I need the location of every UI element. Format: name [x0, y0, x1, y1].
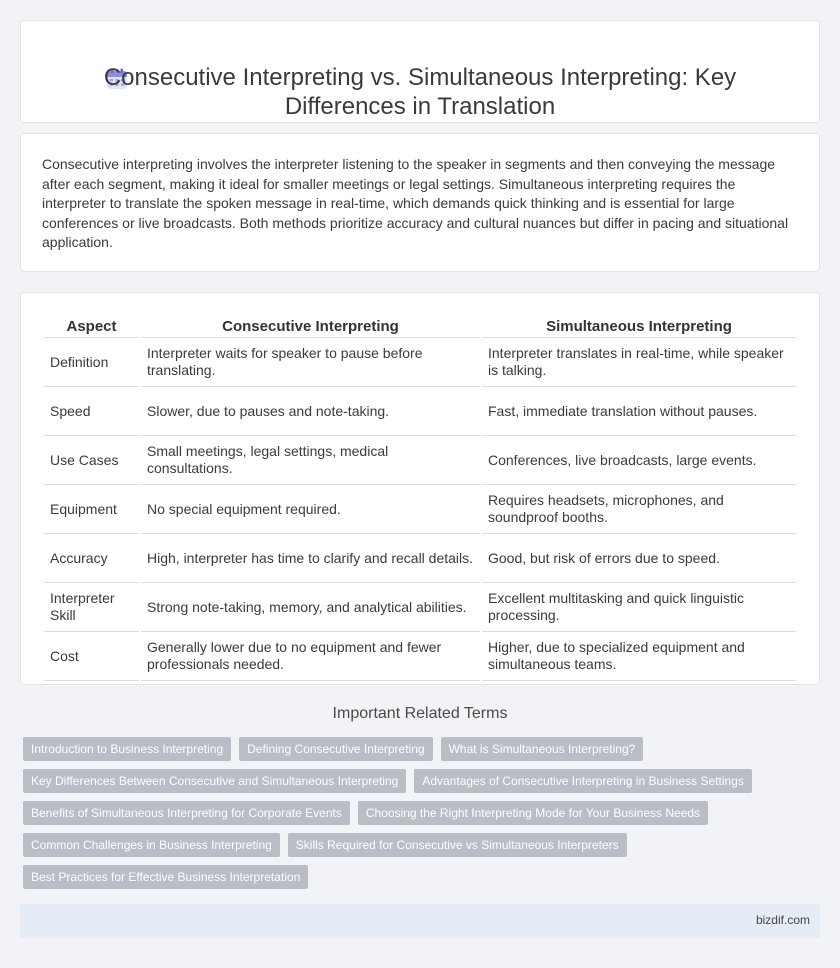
aspect-cell: Interpreter Skill: [44, 583, 139, 632]
aspect-cell: Use Cases: [44, 436, 139, 485]
related-term-link[interactable]: Introduction to Business Interpreting: [23, 737, 231, 761]
header-aspect: Aspect: [44, 314, 139, 338]
table-row: [44, 583, 796, 632]
table-row: [44, 632, 796, 681]
simultaneous-cell: Fast, immediate translation without pauses.: [482, 387, 796, 436]
footer: [20, 904, 820, 938]
site-name[interactable]: bizdif.com: [755, 913, 810, 927]
simultaneous-cell: Higher, due to specialized equipment and simultaneous teams.: [482, 632, 796, 681]
consecutive-cell: Small meetings, legal settings, medical consultations.: [141, 436, 480, 485]
related-terms-list: [23, 737, 783, 889]
related-term-link[interactable]: Advantages of Consecutive Interpreting in Business Settings: [414, 769, 752, 793]
table-row: [44, 387, 796, 436]
intro-paragraph: Consecutive interpreting involves the interpreter listening to the speaker in segments and then conveying the message after each segment, making it ideal for smaller meetings or legal settings. Simultaneous interpreting requires the interpreter to translate the spoken message in real-time, which demands quick thinking and is essential for large conferences or live broadcasts. Both methods prioritize accuracy and cultural nuances but differ in pacing and situational application.: [42, 156, 789, 250]
aspect-cell: Equipment: [44, 485, 139, 534]
title-card: [20, 20, 820, 123]
related-term-link[interactable]: Best Practices for Effective Business Interpretation: [23, 865, 308, 889]
consecutive-cell: Generally lower due to no equipment and fewer professionals needed.: [141, 632, 480, 681]
table-row: [44, 534, 796, 583]
page-title: Consecutive Interpreting vs. Simultaneous Interpreting: Key Differences in Translation: [103, 64, 737, 120]
related-terms-heading: Important Related Terms: [332, 705, 508, 722]
table-row: [44, 436, 796, 485]
header-consecutive: Consecutive Interpreting: [141, 314, 480, 338]
consecutive-cell: Interpreter waits for speaker to pause before translating.: [141, 338, 480, 387]
consecutive-cell: Strong note-taking, memory, and analytical abilities.: [141, 583, 480, 632]
simultaneous-cell: Good, but risk of errors due to speed.: [482, 534, 796, 583]
aspect-cell: Accuracy: [44, 534, 139, 583]
related-term-link[interactable]: Skills Required for Consecutive vs Simultaneous Interpreters: [288, 833, 627, 857]
header-simultaneous: Simultaneous Interpreting: [482, 314, 796, 338]
comparison-table: [42, 314, 798, 681]
comparison-card: [20, 292, 820, 685]
related-term-link[interactable]: What is Simultaneous Interpreting?: [441, 737, 644, 761]
intro-card: [20, 133, 820, 272]
related-term-link[interactable]: Benefits of Simultaneous Interpreting for Corporate Events: [23, 801, 350, 825]
consecutive-cell: Slower, due to pauses and note-taking.: [141, 387, 480, 436]
table-row: [44, 338, 796, 387]
aspect-cell: Speed: [44, 387, 139, 436]
consecutive-cell: High, interpreter has time to clarify and recall details.: [141, 534, 480, 583]
simultaneous-cell: Interpreter translates in real-time, while speaker is talking.: [482, 338, 796, 387]
consecutive-cell: No special equipment required.: [141, 485, 480, 534]
table-row: [44, 485, 796, 534]
related-term-link[interactable]: Defining Consecutive Interpreting: [239, 737, 432, 761]
related-term-link[interactable]: Key Differences Between Consecutive and Simultaneous Interpreting: [23, 769, 406, 793]
table-header-row: [44, 314, 796, 338]
aspect-cell: Definition: [44, 338, 139, 387]
aspect-cell: Cost: [44, 632, 139, 681]
simultaneous-cell: Conferences, live broadcasts, large events.: [482, 436, 796, 485]
simultaneous-cell: Requires headsets, microphones, and soundproof booths.: [482, 485, 796, 534]
simultaneous-cell: Excellent multitasking and quick linguistic processing.: [482, 583, 796, 632]
related-term-link[interactable]: Common Challenges in Business Interpreting: [23, 833, 280, 857]
related-term-link[interactable]: Choosing the Right Interpreting Mode for Your Business Needs: [358, 801, 708, 825]
